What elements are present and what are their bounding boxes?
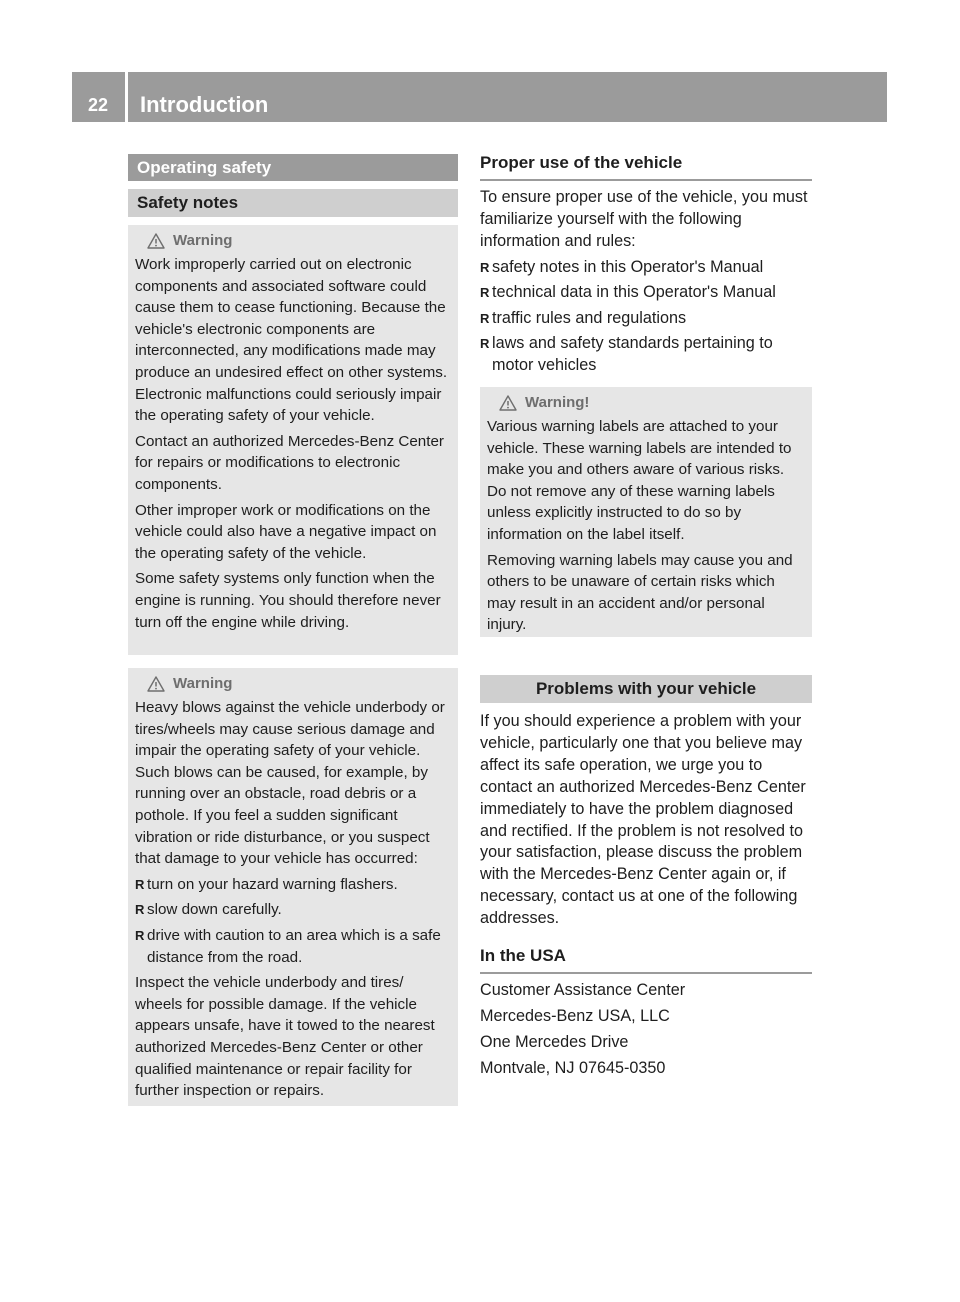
heading-in-the-usa (480, 946, 812, 974)
warning-heading-text: Warning (173, 675, 233, 693)
warning-heading (147, 673, 452, 695)
list-item-text: technical data in this Operator's Manual (492, 283, 776, 302)
subsection-title-text: Problems with your vehicle (535, 679, 757, 698)
header-divider (125, 72, 128, 122)
body-paragraph: If you should experience a problem with your vehicle, particularly one that you believe may affect its safe operation, we urge you to contact an authorized Mercedes-Benz Center immediately to have the problem diagnosed and rectified. If the problem is not resolved to your satisfaction, please discuss the problem with the Mercedes-Benz Center again or, if necessary, contact us at one of the following addresses. (480, 712, 806, 928)
list-item (480, 257, 814, 279)
warning-paragraph: Some safety systems only function when the engine is running. You should therefore never turn off the engine while driving. (135, 570, 441, 631)
bullet-marker: R (135, 876, 145, 892)
bullet-marker: R (480, 259, 490, 275)
proper-use-list (480, 257, 814, 377)
problems-body (480, 711, 814, 934)
body-paragraph: To ensure proper use of the vehicle, you must familiarize yourself with the following information and rules: (480, 188, 808, 250)
list-item-text: drive with caution to an area which is a safe distance from the road. (147, 926, 441, 966)
warning-paragraph: Removing warning labels may cause you and others to be unaware of certain risks which may result in an accident and/or personal injury. (487, 551, 793, 634)
chapter-title: Introduction (140, 92, 269, 117)
section-title-text: Operating safety (137, 157, 272, 177)
subsection-title-text: Safety notes (137, 193, 239, 212)
usa-address (480, 980, 814, 1084)
warning-triangle-icon (147, 676, 165, 692)
warning-paragraph: Other improper work or modifications on the vehicle could also have a negative impact on the operating safety of the vehicle. (135, 501, 437, 562)
list-item-text: turn on your hazard warning flashers. (147, 875, 398, 893)
warning-paragraph: Various warning labels are attached to your vehicle. These warning labels are intended to make you and others aware of various risks. Do not remove any of these warning labels unless explicitly instructed to do so by information on the label itself. (487, 418, 792, 543)
warning-triangle-icon (147, 233, 165, 249)
bullet-marker: R (135, 927, 145, 943)
list-item (135, 925, 452, 968)
warning-paragraph: Work improperly carried out on electronic components and associated software could cause them to cease functioning. Because the vehicle's electronic components are interconnected, any modifications made may produce an undesired effect on other systems. Electronic malfunctions could seriously impair the operating safety of your vehicle. (135, 256, 448, 425)
section-title-operating-safety (128, 154, 458, 181)
list-item-text: laws and safety standards pertaining to motor vehicles (492, 333, 773, 374)
warning-box-electronics (128, 225, 458, 655)
subsection-title-problems (480, 675, 812, 703)
list-item (480, 282, 814, 304)
warning-paragraph: Inspect the vehicle underbody and tires/ wheels for possible damage. If the vehicle appears unsafe, have it towed to the nearest authorized Mercedes-Benz Center or other qualified maintenance or repair facility for further inspection or repairs. (135, 974, 435, 1100)
subsection-title-safety-notes (128, 189, 458, 217)
list-item (135, 874, 452, 896)
bullet-marker: R (135, 902, 145, 918)
warning-bullet-list (135, 874, 452, 968)
heading-text: Proper use of the vehicle (480, 153, 683, 172)
address-line: One Mercedes Drive (480, 1032, 629, 1051)
bullet-marker: R (480, 335, 490, 351)
list-item (135, 899, 452, 921)
warning-heading-text: Warning! (525, 394, 590, 412)
page-number: 22 (87, 95, 109, 115)
bullet-marker: R (480, 310, 490, 326)
list-item-text: traffic rules and regulations (492, 308, 687, 327)
list-item-text: slow down carefully. (147, 901, 282, 919)
heading-text: In the USA (480, 946, 566, 965)
address-line: Customer Assistance Center (480, 981, 686, 999)
proper-use-body (480, 187, 814, 380)
warning-heading (147, 230, 452, 252)
list-item (480, 308, 814, 330)
warning-triangle-icon (499, 395, 517, 411)
bullet-marker: R (480, 285, 490, 301)
warning-box-underbody (128, 668, 458, 1106)
warning-box-labels (480, 387, 812, 637)
warning-paragraph: Contact an authorized Mercedes-Benz Center for repairs or modifications to electronic components. (135, 432, 444, 493)
list-item (480, 333, 814, 377)
address-line: Mercedes-Benz USA, LLC (480, 1006, 670, 1025)
warning-heading-text: Warning (173, 232, 233, 250)
list-item-text: safety notes in this Operator's Manual (492, 257, 764, 276)
address-line: Montvale, NJ 07645-0350 (480, 1058, 666, 1077)
heading-proper-use (480, 153, 812, 181)
warning-heading (499, 392, 806, 414)
warning-paragraph: Heavy blows against the vehicle underbody or tires/wheels may cause serious damage and impair the operating safety of your vehicle. Such blows can be caused, for example, by running over an obstacle, road debris or a pothole. If you feel a sudden significant vibration or ride disturbance, or you suspect that damage to your vehicle has occurred: (135, 699, 445, 868)
